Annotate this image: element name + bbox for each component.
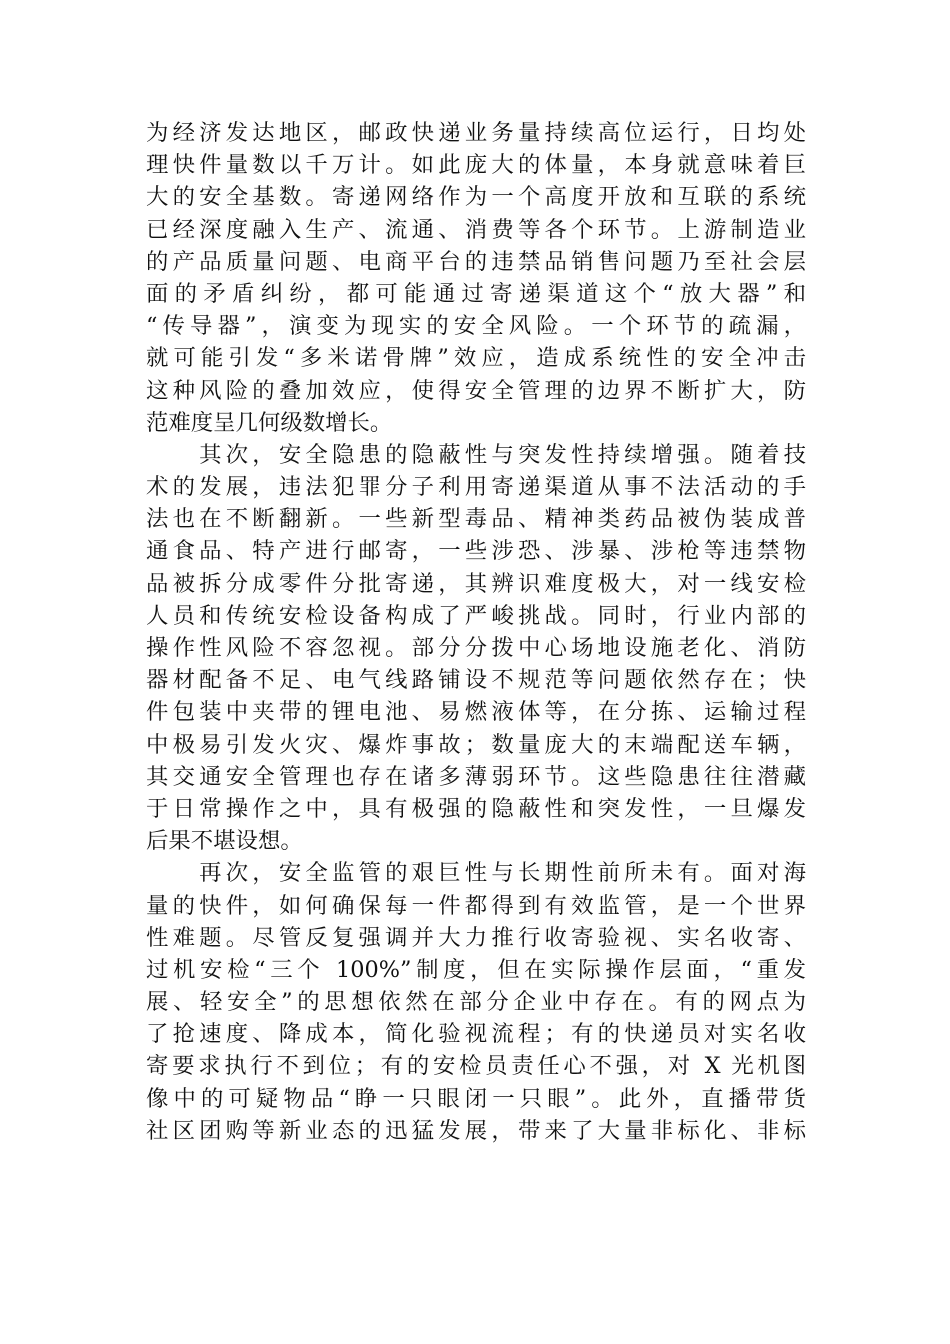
text-line: 操作性风险不容忽视。部分分拨中心场地设施老化、消防 [146, 635, 806, 661]
text-line: 大的安全基数。寄递网络作为一个高度开放和互联的系统 [146, 184, 806, 211]
text-line: 面的矛盾纠纷，都可能通过寄递渠道这个“放大器”和 [146, 280, 806, 307]
text-line: 通食品、特产进行邮寄，一些涉恐、涉暴、涉枪等违禁物 [146, 538, 806, 565]
text-line: 范难度呈几何级数增长。 [146, 409, 393, 436]
text-line: 其交通安全管理也存在诸多薄弱环节。这些隐患往往潜藏 [146, 763, 806, 790]
text-line: 其次，安全隐患的隐蔽性与突发性持续增强。随着技 [146, 441, 806, 468]
text-line: 件包装中夹带的锂电池、易燃液体等，在分拣、运输过程 [146, 699, 806, 726]
text-line: 中极易引发火灾、爆炸事故；数量庞大的末端配送车辆， [146, 731, 806, 758]
text-line: 这种风险的叠加效应，使得安全管理的边界不断扩大，防 [146, 377, 806, 404]
text-line: 人员和传统安检设备构成了严峻挑战。同时，行业内部的 [146, 602, 806, 629]
text-line: 社区团购等新业态的迅猛发展，带来了大量非标化、非标 [146, 1117, 806, 1144]
text-line: 性难题。尽管反复强调并大力推行收寄验视、实名收寄、 [146, 924, 806, 951]
text-line: 后果不堪设想。 [146, 828, 303, 855]
text-line: 了抢速度、降成本，简化验视流程；有的快递员对实名收 [146, 1021, 806, 1048]
text-line: 展、轻安全”的思想依然在部分企业中存在。有的网点为 [146, 989, 806, 1016]
text-line: 量的快件，如何确保每一件都得到有效监管，是一个世界 [146, 892, 806, 919]
body-text [146, 117, 806, 1147]
text-line: 法也在不断翻新。一些新型毒品、精神类药品被伪装成普 [146, 506, 806, 533]
text-line: 于日常操作之中，具有极强的隐蔽性和突发性，一旦爆发 [146, 795, 806, 822]
text-line: 过机安检“三个 100%”制度，但在实际操作层面，“重发 [146, 956, 806, 983]
text-line: 就可能引发“多米诺骨牌”效应，造成系统性的安全冲击 [146, 345, 806, 372]
text-line: 像中的可疑物品“睁一只眼闭一只眼”。此外，直播带货 [146, 1085, 806, 1112]
text-line: 术的发展，违法犯罪分子利用寄递渠道从事不法活动的手 [146, 474, 806, 501]
text-line: 已经深度融入生产、流通、消费等各个环节。上游制造业 [146, 216, 806, 243]
text-line: 为经济发达地区，邮政快递业务量持续高位运行，日均处 [146, 120, 806, 146]
text-line: 理快件量数以千万计。如此庞大的体量，本身就意味着巨 [146, 152, 806, 179]
text-line: “传导器”，演变为现实的安全风险。一个环节的疏漏， [146, 313, 806, 340]
text-line: 的产品质量问题、电商平台的违禁品销售问题乃至社会层 [146, 248, 806, 275]
text-line: 品被拆分成零件分批寄递，其辨识难度极大，对一线安检 [146, 570, 806, 597]
text-line: 器材配备不足、电气线路铺设不规范等问题依然存在；快 [146, 667, 806, 694]
text-line: 再次，安全监管的艰巨性与长期性前所未有。面对海 [146, 860, 806, 887]
text-line: 寄要求执行不到位；有的安检员责任心不强，对 X 光机图 [146, 1053, 806, 1080]
